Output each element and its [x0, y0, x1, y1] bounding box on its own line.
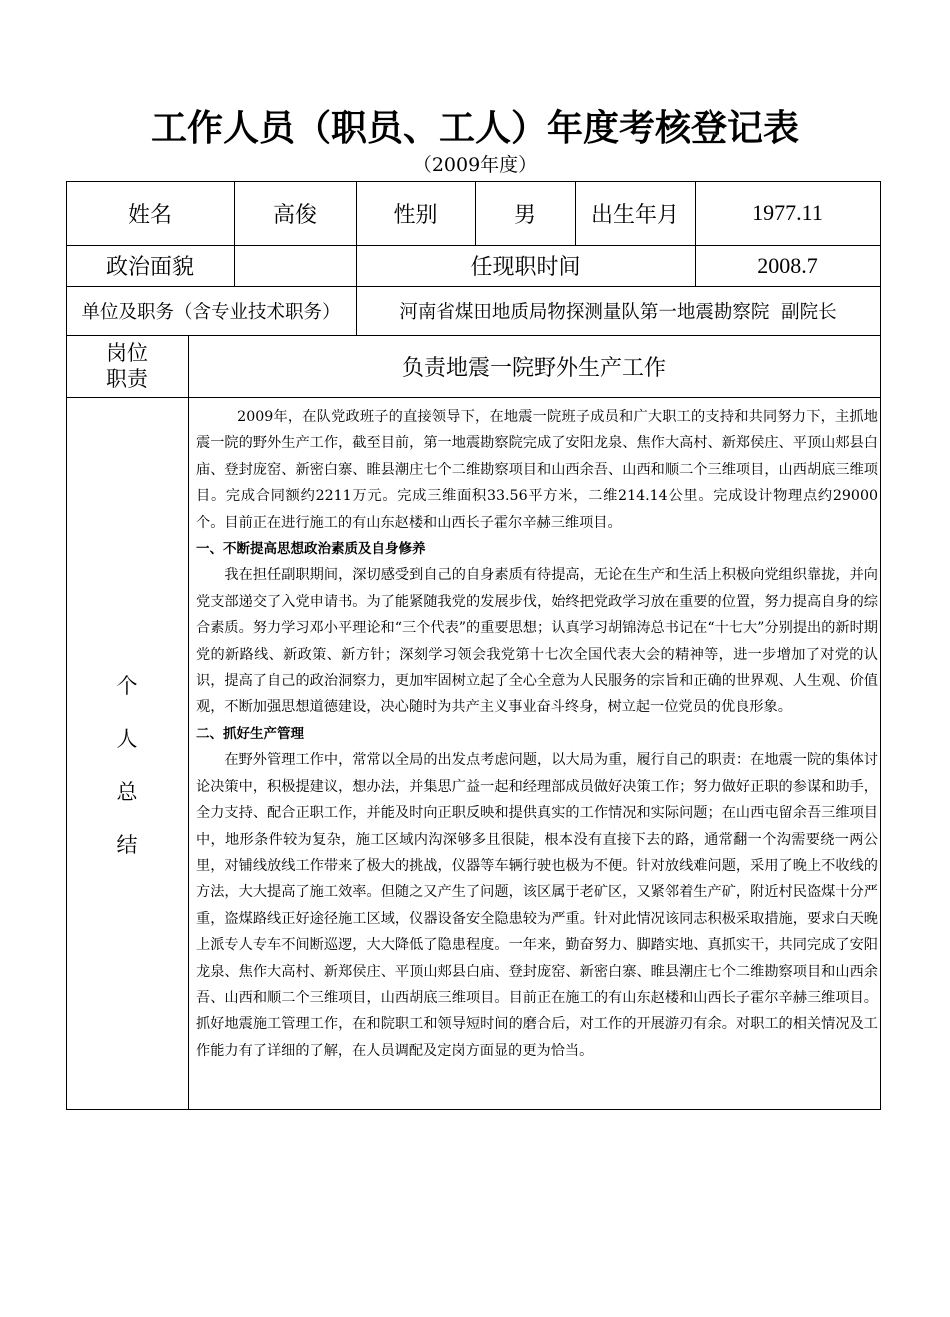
duty-label-line-1: 岗位 [106, 341, 148, 365]
name-label: 姓名 [127, 202, 172, 228]
summary-intro: 2009年，在队党政班子的直接领导下，在地震一院班子成员和广大职工的支持和共同努力下，主抓地震一院的野外生产工作，截至目前，第一地震勘察院完成了安阳龙泉、焦作大高村、新郑侯庄、平顶山郏县白庙、登封庞窑、新密白寨、睢县潮庄七个二维勘察项目和山西余吾、山西和顺二个三维项目，山西胡底三维项目。完成合同额约2211万元。完成三维面积33.56平方米，二维214.14公里。完成设计物理点约29000个。目前正在进行施工的有山东赵楼和山西长子霍尔辛赫三维项目。 [196, 409, 878, 531]
duty-value: 负责地震一院野外生产工作 [401, 355, 666, 381]
table-divider [188, 335, 189, 1110]
gender-value: 男 [513, 202, 536, 228]
summary-label-char: 人 [116, 727, 138, 751]
duty-label [66, 335, 188, 397]
unit-label: 单位及职务（含专业技术职务） [81, 301, 341, 323]
section-body-1: 我在担任副职期间，深切感受到自己的自身素质有待提高，无论在生产和生活上积极向党组织靠拢，并向党支部递交了入党申请书。为了能紧随我党的发展步伐，始终把党政学习放在重要的位置，努力提高自身的综合素质。努力学习邓小平理论和“三个代表”的重要思想；认真学习胡锦涛总书记在“十七大”分别提出的新时期党的新路线、新政策、新方针；深刻学习领会我党第十七次全国代表大会的精神等，进一步增加了对党的认识，提高了自己的政治洞察力，更加牢固树立起了全心全意为人民服务的宗旨和正确的世界观、人生观、价值观，不断加强思想道德建设，决心随时为共产主义事业奋斗终身，树立起一位党员的优良形象。 [196, 567, 878, 716]
section-heading-1: 一、不断提高思想政治素质及自身修养 [196, 541, 426, 558]
politics-label: 政治面貌 [105, 255, 194, 280]
birth-label: 出生年月 [590, 202, 679, 228]
page-subtitle: （2009年度） [412, 154, 538, 176]
summary-label [66, 660, 188, 872]
duty-label-line-2: 职责 [106, 367, 148, 391]
politics-value [234, 245, 356, 286]
section-heading-2: 二、抓好生产管理 [196, 725, 304, 742]
tenure-value: 2008.7 [757, 252, 818, 278]
birth-value: 1977.11 [752, 200, 823, 225]
table-border-right [880, 181, 881, 1110]
summary-label-char: 总 [116, 780, 138, 804]
page-title: 工作人员（职员、工人）年度考核登记表 [150, 107, 799, 149]
summary-label-char: 结 [116, 833, 138, 857]
summary-label-char: 个 [116, 674, 138, 698]
name-value: 高俊 [272, 202, 317, 228]
section-body-2: 在野外管理工作中，常常以全局的出发点考虑问题，以大局为重，履行自己的职责：在地震一院的集体讨论决策中，积极提建议，想办法，并集思广益一起和经理部成员做好决策工作；努力做好正职的参谋和助手，全力支持、配合正职工作，并能及时向正职反映和提供真实的工作情况和实际问题；在山西屯留余吾三维项目中，地形条件较为复杂，施工区域内沟深够多且很陡，根本没有直接下去的路，通常翻一个沟需要绕一两公里，对铺线放线工作带来了极大的挑战，仪器等车辆行驶也极为不便。针对放线难问题，采用了晚上不收线的方法，大大提高了施工效率。但随之又产生了问题，该区属于老矿区，又紧邻着生产矿，附近村民盗煤十分严重，盗煤路线正好途径施工区域，仪器设备安全隐患较为严重。针对此情况该同志积极采取措施，要求白天晚上派专人专车不间断巡逻，大大降低了隐患程度。一年来，勤奋努力、脚踏实地、真抓实干，共同完成了安阳龙泉、焦作大高村、新郑侯庄、平顶山郏县白庙、登封庞窑、新密白寨、睢县潮庄七个二维勘察项目和山西余吾、山西和顺二个三维项目，山西胡底三维项目。目前正在施工的有山东赵楼和山西长子霍尔辛赫三维项目。抓好地震施工管理工作，在和院职工和领导短时间的磨合后，对工作的开展游刃有余。对职工的相关情况及工作能力有了详细的了解，在人员调配及定岗方面显的更为恰当。 [196, 752, 878, 1059]
unit-value: 河南省煤田地质局物探测量队第一地震勘察院 副院长 [399, 301, 837, 323]
summary-body [196, 404, 878, 1064]
tenure-label: 任现职时间 [470, 255, 581, 280]
gender-label: 性别 [393, 202, 438, 228]
